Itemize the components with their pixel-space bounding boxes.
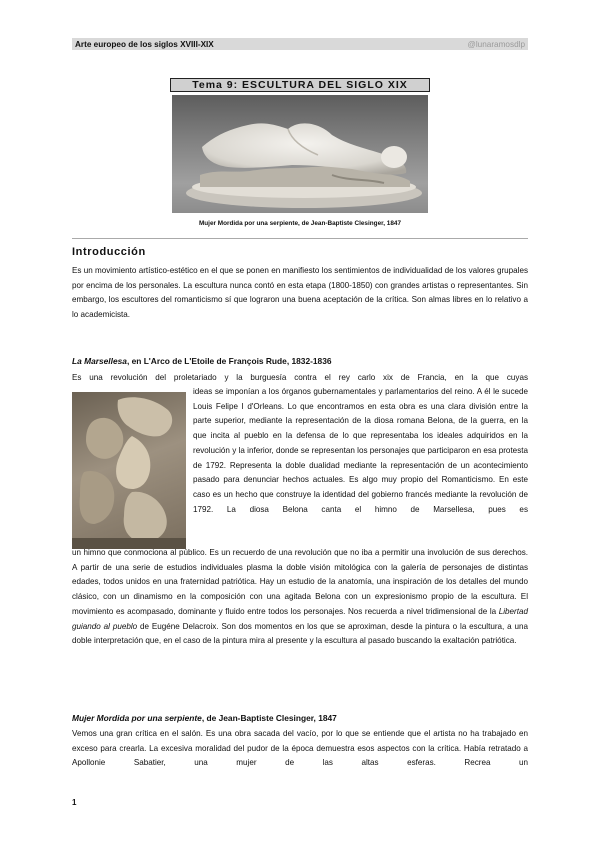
section-heading-introduccion: Introducción — [72, 246, 146, 258]
sculpture-photo — [172, 95, 428, 213]
reclining-woman-sculpture-illustration — [172, 95, 428, 213]
marsellesa-first-line: Es una revolución del proletariado y la burguesía contra el rey carlo xix de Francia, en la que cuyas — [72, 373, 528, 382]
author-handle: @lunaramosdlp — [467, 39, 525, 49]
course-title: Arte europeo de los siglos XVIII-XIX — [75, 39, 214, 49]
intro-paragraph: Es un movimiento artístico-estético en el que se ponen en manifiesto los sentimientos de individualidad de los valores grupales por encima de los personales. La escultura nunca contó en esta etapa (1800-1850) con grandes artistas o representantes. Sin embargo, los escultores del romanticismo sí que lograron una buena aceptación de la crítica. Son almas libres en lo relativo a lo academicista. — [72, 266, 528, 320]
image-caption: Mujer Mordida por una serpiente, de Jean-Baptiste Clesinger, 1847 — [198, 220, 402, 227]
marseillaise-relief-photo — [72, 392, 186, 549]
work-reference-libertad: Libertad guiando al pueblo — [72, 606, 528, 631]
subheading-mujer-mordida-details: , de Jean-Baptiste Clesinger, 1847 — [201, 713, 337, 723]
marsellesa-text-after-reference: de Eugéne Delacroix. Son dos momentos en los que se aproximan, desde la pintura o la escultura, a una doble interpretación que, en el caso de la pintura mira al presente y la escultura al pasado buscando la exaltación patriótica. — [72, 621, 528, 646]
relief-sculpture-illustration — [72, 392, 186, 549]
document-title: Tema 9: ESCULTURA DEL SIGLO XIX — [170, 78, 430, 92]
subheading-marsellesa — [72, 356, 332, 366]
page-number: 1 — [72, 798, 77, 807]
page-header — [72, 38, 528, 50]
subheading-mujer-mordida-title: Mujer Mordida por una serpiente — [72, 713, 202, 723]
marsellesa-wrapped-text: ideas se imponían a los órganos gubernamentales y parlamentarios del reino. A él le sucede Louis Felipe I d'Orleans. Lo que encontramos en esta obra es una clara división entre la parte superior, mediante la representación de la diosa romana Belona, de la guerra, en la que incita al pueblo en la defensa de lo que representaba los ideales adquiridos en la revolución y la inferior, donde se representan los personajes que participaron en esa protesta de 1792. Representa la doble dualidad mediante la representación de un acontecimiento pasado para denunciar hechos actuales. Es algo muy propio del Romanticismo. En este caso es un hecho que construye la identidad del gobierno francés mediante la revolución de 1792. La diosa Belona canta el himno de Marsellesa, pues es — [193, 387, 528, 514]
section-divider — [72, 238, 528, 239]
subheading-mujer-mordida — [72, 713, 337, 723]
mujer-mordida-paragraph: Vemos una gran crítica en el salón. Es una obra sacada del vacío, por lo que se entiende que el artista no ha trabajado en exceso para crearla. La excesiva moralidad del pudor de la época demuestra esos aspectos con la crítica. Había retratado a Apollonie Sabatier, una mujer de las altas esferas. Recrea un — [72, 729, 528, 768]
subheading-marsellesa-title: La Marsellesa — [72, 356, 127, 366]
marsellesa-continued-text — [72, 546, 528, 649]
subheading-marsellesa-details: , en L'Arco de L'Etoile de François Rude, 1832-1836 — [126, 356, 332, 366]
marsellesa-text-before-reference: un himno que conmociona al público. Es un recuerdo de una revolución que no iba a permitir una involución de sus derechos. A partir de una serie de estudios individuales plasma la doble visión mitológica con la galería de personajes de distintas edades, todos unidos en una fraternidad patriótica. Hay un estudio de la anatomía, una inspiración de los detalles del mundo clásico, con un dinamismo en la composición con una agitada Belona con un expresionismo propio de la escultura. El movimiento es acompasado, dominante y fluido entre todos los personajes. Nos recuerda a nivel tridimensional de la — [72, 548, 528, 616]
